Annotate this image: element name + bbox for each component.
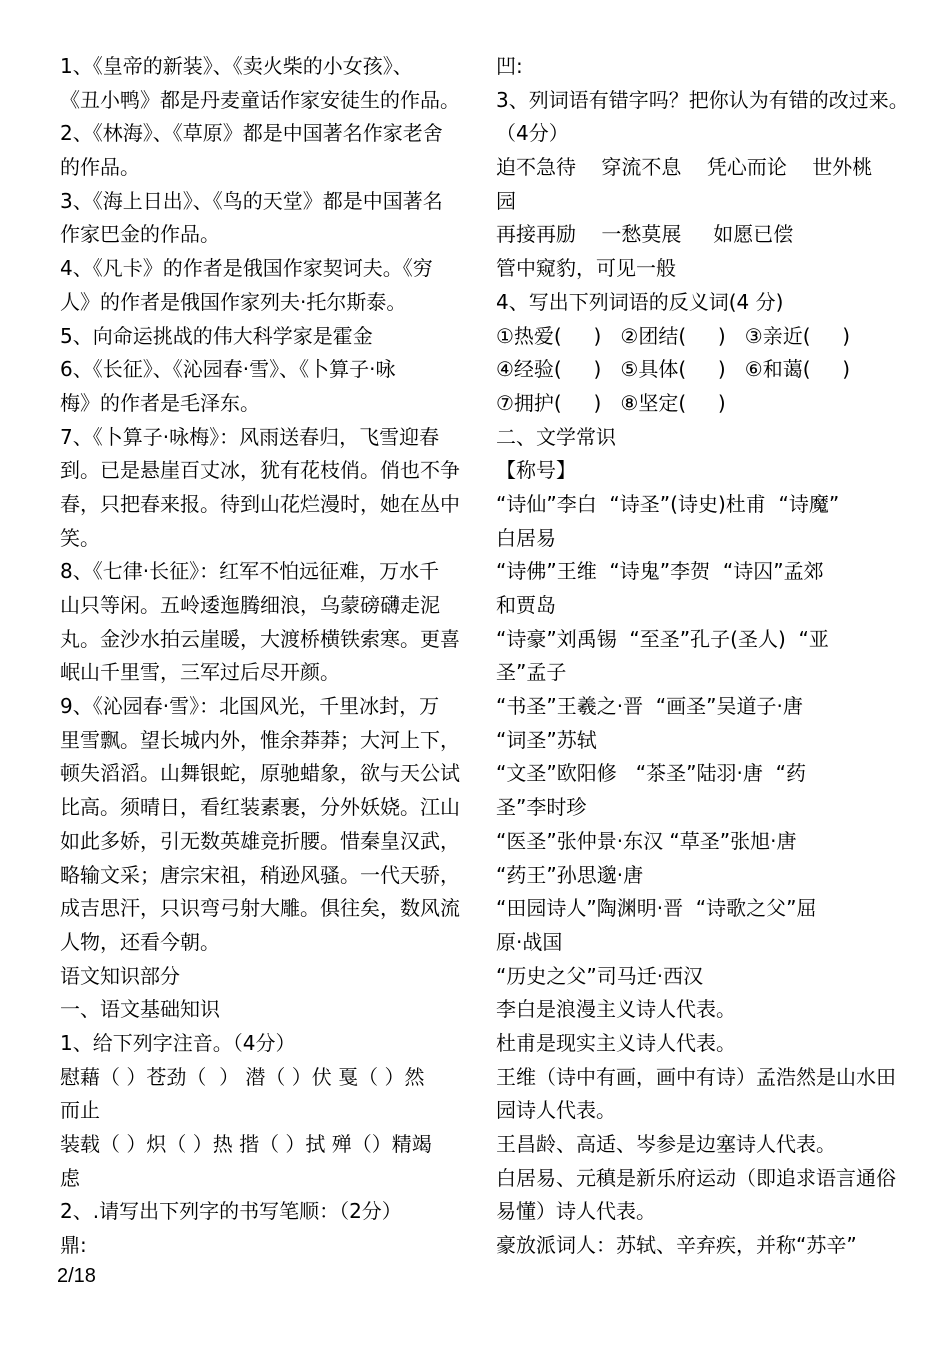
text-line: 虑 [60, 1165, 80, 1190]
text-line: 《丑小鸭》都是丹麦童话作家安徒生的作品。 [60, 87, 460, 112]
right-column [496, 50, 909, 1263]
text-line: 里雪飘。望长城内外，惟余莽莽；大河上下， [60, 727, 460, 752]
text-line: 春，只把春来报。待到山花烂漫时，她在丛中 [60, 491, 460, 516]
text-line: 3、《海上日出》、《鸟的天堂》都是中国著名 [60, 188, 443, 213]
text-line: 2、.请写出下列字的书写笔顺：（2分） [60, 1199, 402, 1224]
text-line: “文圣”欧阳修 “茶圣”陆羽·唐 “药 [496, 761, 806, 786]
text-line: 鼎: [60, 1233, 87, 1258]
text-line: 成吉思汗，只识弯弓射大雕。俱往矣，数风流 [60, 896, 460, 921]
text-line: （4分） [496, 121, 569, 146]
text-line: 慰藉（ ）苍劲（ ） 潜（ ）伏 戛（ ）然 [60, 1064, 425, 1089]
text-line: 王维（诗中有画，画中有诗）孟浩然是山水田 [496, 1064, 896, 1089]
text-line: “诗佛”王维 “诗鬼”李贺 “诗囚”孟郊 [496, 559, 824, 584]
text-line: 圣”李时珍 [496, 795, 587, 820]
text-line: 1、《皇帝的新装》、《卖火柴的小女孩》、 [60, 54, 413, 78]
text-line: 略输文采；唐宗宋祖，稍逊风骚。一代天骄， [60, 862, 460, 887]
text-line: 的作品。 [60, 155, 140, 180]
text-line: 白居易 [496, 525, 556, 550]
text-line: 迫不急待 穿流不息 凭心而论 世外桃 [496, 155, 873, 180]
text-line: 9、《沁园春·雪》：北国风光，千里冰封，万 [60, 694, 440, 719]
text-line: 园 [496, 188, 516, 213]
text-line: 丸。金沙水拍云崖暖，大渡桥横铁索寒。更喜 [60, 626, 460, 651]
left-column [60, 50, 460, 1263]
text-line: 7、《卜算子·咏梅》：风雨送春归，飞雪迎春 [60, 424, 440, 449]
text-line: 1、给下列字注音。（4分） [60, 1030, 296, 1055]
text-line: “诗豪”刘禹锡 “至圣”孔子(圣人) “亚 [496, 626, 829, 651]
text-line: 原·战国 [496, 929, 563, 954]
text-line: ④经验( ) ⑤具体( ) ⑥和蔼( ) [496, 357, 851, 382]
text-line: 人》的作者是俄国作家列夫·托尔斯泰。 [60, 289, 407, 314]
text-line: 到。已是悬崖百丈冰，犹有花枝俏。俏也不争 [60, 458, 460, 483]
text-line: 3、列词语有错字吗？把你认为有错的改过来。 [496, 87, 909, 112]
text-line: 梅》的作者是毛泽东。 [60, 390, 260, 415]
text-line: 易懂）诗人代表。 [496, 1199, 656, 1224]
text-line: 6、《长征》、《沁园春·雪》、《卜算子·咏 [60, 357, 396, 382]
text-line: 二、文学常识 [496, 424, 616, 449]
text-line: 比高。须晴日，看红装素裹，分外妖娆。江山 [60, 795, 460, 820]
text-line: 圣”孟子 [496, 660, 567, 685]
page-number: 2/18 [57, 1265, 96, 1287]
text-line: “药王”孙思邈·唐 [496, 862, 644, 887]
text-line: 4、写出下列词语的反义词(4 分) [496, 289, 784, 314]
text-line: 顿失滔滔。山舞银蛇，原驰蜡象，欲与天公试 [60, 761, 460, 786]
text-line: 语文知识部分 [60, 963, 180, 988]
text-line: “田园诗人”陶渊明·晋 “诗歌之父”屈 [496, 896, 817, 921]
text-line: 2、《林海》、《草原》都是中国著名作家老舍 [60, 121, 443, 146]
text-line: 白居易、元稹是新乐府运动（即追求语言通俗 [496, 1165, 896, 1190]
text-line: 再接再励 一愁莫展 如愿已偿 [496, 222, 794, 247]
text-line: 凹: [496, 54, 523, 78]
text-line: “词圣”苏轼 [496, 727, 597, 752]
text-line: 作家巴金的作品。 [60, 222, 220, 247]
text-line: 8、《七律·长征》：红军不怕远征难，万水千 [60, 559, 440, 584]
text-line: 一、语文基础知识 [60, 997, 220, 1022]
text-line: “历史之父”司马迁·西汉 [496, 963, 704, 988]
text-line: 杜甫是现实主义诗人代表。 [496, 1030, 736, 1055]
text-line: 李白是浪漫主义诗人代表。 [496, 997, 736, 1022]
text-line: 而止 [60, 1098, 100, 1123]
text-line: 【称号】 [496, 458, 576, 483]
text-line: 园诗人代表。 [496, 1098, 616, 1123]
text-line: 王昌龄、高适、岑参是边塞诗人代表。 [496, 1132, 836, 1156]
text-line: 5、向命运挑战的伟大科学家是霍金 [60, 323, 373, 348]
text-line: 山只等闲。五岭逶迤腾细浪，乌蒙磅礴走泥 [60, 593, 440, 617]
text-line: 笑。 [60, 525, 100, 550]
text-line: 人物，还看今朝。 [60, 929, 220, 954]
text-line: ①热爱( ) ②团结( ) ③亲近( ) [496, 323, 851, 348]
text-line: “医圣”张仲景·东汉 “草圣”张旭·唐 [496, 828, 797, 853]
text-line: 豪放派词人：苏轼、辛弃疾，并称“苏辛” [496, 1233, 857, 1258]
text-line: 如此多娇，引无数英雄竞折腰。惜秦皇汉武， [60, 828, 460, 853]
text-line: 和贾岛 [496, 593, 556, 617]
text-line: 岷山千里雪，三军过后尽开颜。 [60, 660, 340, 685]
text-line: “诗仙”李白 “诗圣”(诗史)杜甫 “诗魔” [496, 491, 840, 516]
text-line: 装载（ ）炽（ ）热 揩（ ）拭 殚（）精竭 [60, 1132, 432, 1156]
text-line: ⑦拥护( ) ⑧坚定( ) [496, 390, 726, 415]
text-line: 管中窥豹，可见一般 [496, 256, 676, 281]
text-line: 4、《凡卡》的作者是俄国作家契诃夫。《穷 [60, 256, 433, 281]
text-line: “书圣”王羲之·晋 “画圣”吴道子·唐 [496, 694, 803, 719]
